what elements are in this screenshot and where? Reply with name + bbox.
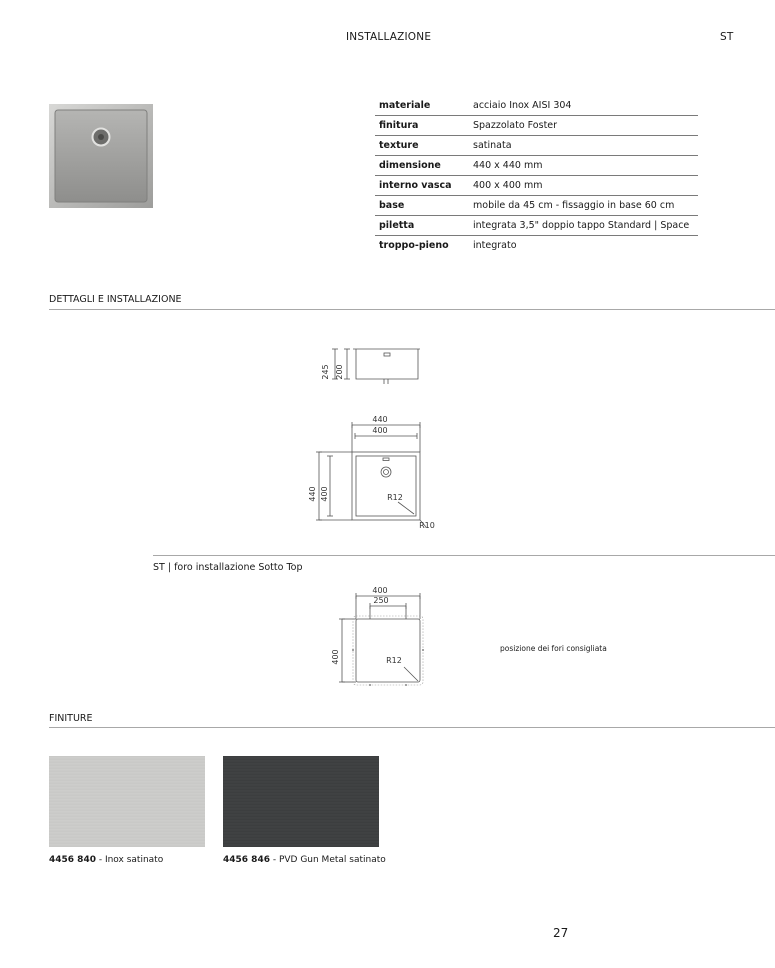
finish-code: 4456 840	[49, 855, 96, 865]
spec-row	[375, 216, 698, 236]
top-view-drawing	[304, 410, 454, 534]
details-divider	[49, 309, 775, 310]
top-outer-radius: R10	[419, 521, 435, 530]
spec-row	[375, 136, 698, 156]
spec-key: interno vasca	[375, 176, 469, 196]
finish-swatch-gunmetal	[223, 756, 379, 847]
cutout-width-dim: 400	[372, 586, 388, 595]
spec-value: integrata 3,5" doppio tappo Standard | Space	[469, 216, 698, 236]
page-header-section: INSTALLAZIONE	[346, 31, 432, 43]
spec-key: materiale	[375, 96, 469, 116]
details-section-title: DETTAGLI E INSTALLAZIONE	[49, 294, 182, 305]
side-outer-dim: 245	[321, 364, 330, 380]
hole-position-note: posizione dei fori consigliata	[500, 644, 607, 653]
cutout-drawing	[326, 585, 438, 690]
cutout-height-dim: 400	[331, 649, 340, 665]
finishes-section-title: FINITURE	[49, 713, 93, 724]
spec-value: Spazzolato Foster	[469, 116, 698, 136]
cutout-radius-label: R12	[386, 656, 402, 665]
finishes-divider	[49, 727, 775, 728]
spec-value: satinata	[469, 136, 698, 156]
product-photo	[49, 104, 153, 208]
spec-key: base	[375, 196, 469, 216]
spec-key: texture	[375, 136, 469, 156]
cutout-section-title: ST | foro installazione Sotto Top	[153, 562, 303, 573]
spec-key: troppo-pieno	[379, 240, 449, 251]
finish-caption-inox	[49, 855, 163, 865]
top-outer-height: 440	[308, 486, 317, 502]
spec-key: finitura	[375, 116, 469, 136]
spec-value: mobile da 45 cm - fissaggio in base 60 cm	[469, 196, 698, 216]
spec-row	[375, 96, 698, 116]
spec-value: acciaio Inox AISI 304	[469, 96, 698, 116]
top-inner-width: 400	[372, 426, 388, 435]
finish-caption-gunmetal	[223, 855, 386, 865]
spec-row	[375, 116, 698, 136]
spec-key: piletta	[375, 216, 469, 236]
cutout-divider	[153, 555, 775, 556]
side-inner-dim: 200	[335, 364, 344, 380]
side-view-drawing	[314, 342, 426, 390]
spec-table	[375, 96, 698, 255]
spec-row	[375, 236, 698, 256]
spec-key: dimensione	[375, 156, 469, 176]
finish-label: - PVD Gun Metal satinato	[269, 855, 386, 865]
spec-row	[375, 196, 698, 216]
spec-row	[375, 156, 698, 176]
spec-value: 440 x 440 mm	[469, 156, 698, 176]
page-header-code: ST	[720, 31, 734, 43]
page-number: 27	[553, 926, 569, 940]
top-outer-width: 440	[372, 415, 388, 424]
spec-row	[375, 176, 698, 196]
top-inner-height: 400	[320, 486, 329, 502]
finish-label: - Inox satinato	[95, 855, 164, 865]
spec-value: 400 x 400 mm	[469, 176, 698, 196]
finish-code: 4456 846	[223, 855, 270, 865]
cutout-hole-spacing-dim: 250	[373, 596, 389, 605]
top-inner-radius: R12	[387, 493, 403, 502]
finish-swatch-inox	[49, 756, 205, 847]
spec-value: integrato	[473, 240, 517, 251]
